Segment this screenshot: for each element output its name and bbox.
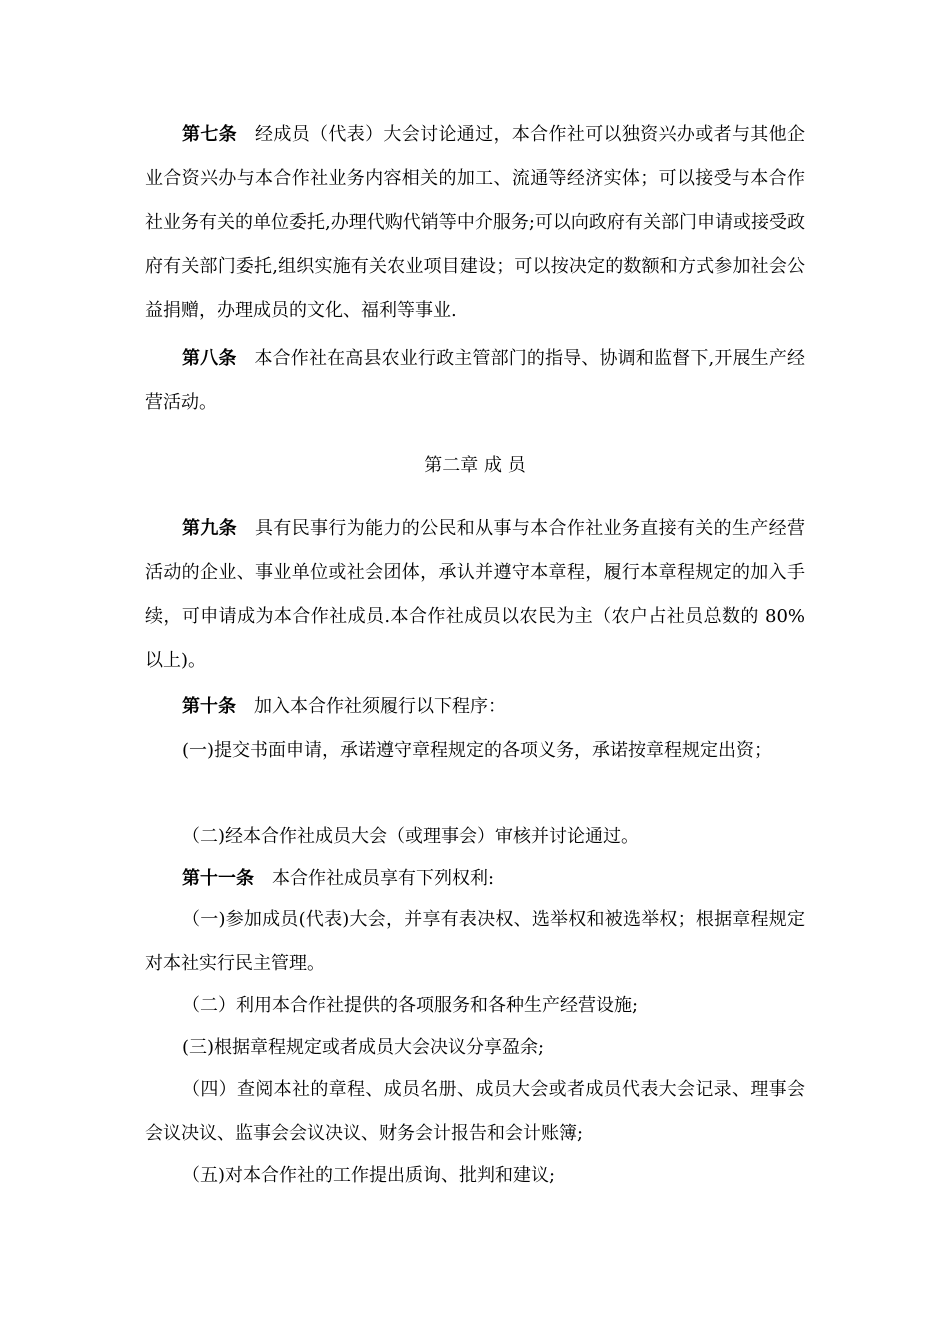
article-11-item-5: （五)对本合作社的工作提出质询、批判和建议; <box>182 1165 556 1186</box>
article-11-item-3: (三)根据章程规定或者成员大会决议分享盈余; <box>182 1037 545 1058</box>
article-11-item-2: （二）利用本合作社提供的各项服务和各种生产经营设施; <box>182 995 639 1016</box>
article-11 <box>145 857 805 901</box>
article-10-text: 加入本合作社须履行以下程序： <box>254 696 506 717</box>
article-8-text: 本合作社在高县农业行政主管部门的指导、协调和监督下,开展生产经营活动。 <box>145 348 806 413</box>
article-8-label: 第八条 <box>182 348 237 369</box>
article-9 <box>145 507 805 683</box>
article-11-text: 本合作社成员享有下列权利: <box>272 868 495 889</box>
article-7 <box>145 113 805 333</box>
article-9-label: 第九条 <box>182 518 238 539</box>
article-9-text: 具有民事行为能力的公民和从事与本合作社业务直接有关的生产经营活动的企业、事业单位或社会团体，承认并遵守本章程，履行本章程规定的加入手续，可申请成为本合作社成员.本合作社成员以农民为主（农户占社员总数的 80%以上)。 <box>145 518 805 671</box>
article-8 <box>145 337 805 425</box>
article-10 <box>145 685 805 729</box>
chapter-heading: 第二章 成 员 <box>424 455 526 476</box>
article-11-item-1: （一)参加成员(代表)大会，并享有表决权、选举权和被选举权；根据章程规定对本社实行民主管理。 <box>145 909 805 974</box>
article-11-item-4: （四）查阅本社的章程、成员名册、成员大会或者成员代表大会记录、理事会会议决议、监事会会议决议、财务会计报告和会计账簿; <box>145 1079 805 1144</box>
article-10-item-1: (一)提交书面申请，承诺遵守章程规定的各项义务，承诺按章程规定出资； <box>182 740 773 761</box>
article-11-label: 第十一条 <box>182 868 254 889</box>
article-7-text: 经成员（代表）大会讨论通过，本合作社可以独资兴办或者与其他企业合资兴办与本合作社业务内容相关的加工、流通等经济实体；可以接受与本合作社业务有关的单位委托,办理代购代销等中介服务;可以向政府有关部门申请或接受政府有关部门委托,组织实施有关农业项目建设；可以按决定的数额和方式参加社会公益捐赠，办理成员的文化、福利等事业. <box>145 124 805 321</box>
article-10-label: 第十条 <box>182 696 236 717</box>
article-10-item-2: （二)经本合作社成员大会（或理事会）审核并讨论通过。 <box>182 826 640 847</box>
article-7-label: 第七条 <box>182 124 238 145</box>
